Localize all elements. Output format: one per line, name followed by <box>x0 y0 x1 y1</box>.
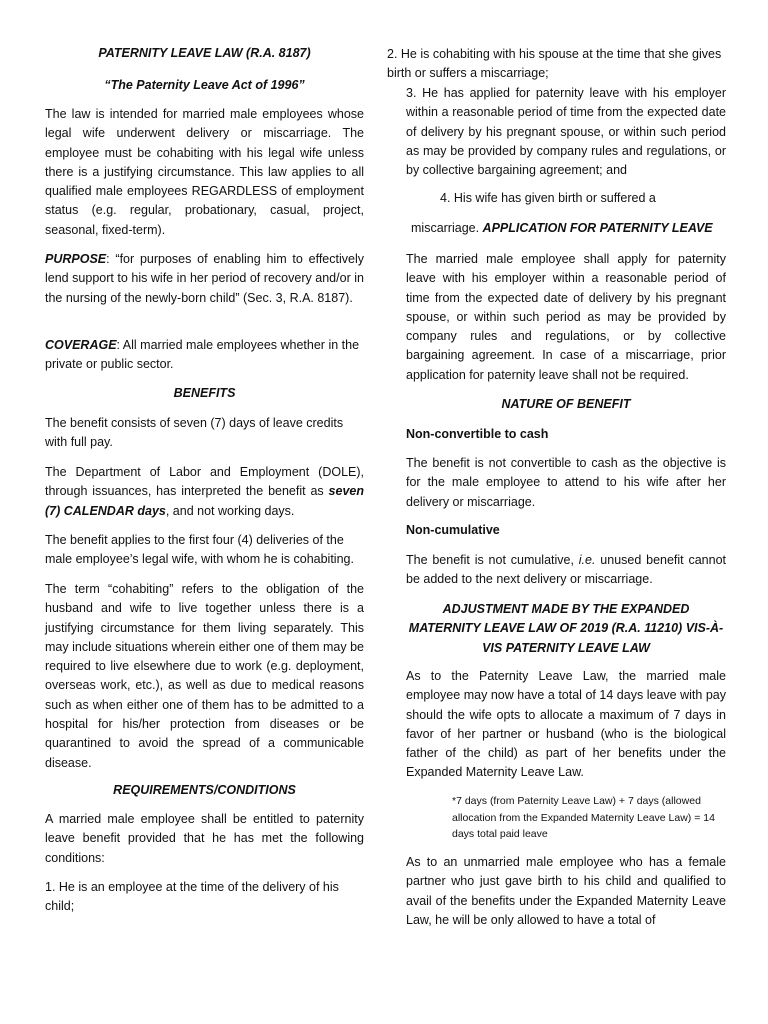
application-heading: APPLICATION FOR PATERNITY LEAVE <box>482 221 713 235</box>
purpose-paragraph <box>45 250 364 308</box>
purpose-text: : “for purposes of enabling him to effectively lend support to his wife in her period of recovery and/or in the nursing of the newly-born child” (Sec. 3, R.A. 8187). <box>45 252 364 305</box>
application-paragraph: The married male employee shall apply for paternity leave with his employer within a reasonable period of time from the expected date of delivery by his pregnant spouse, or within such period as may be provided by company rules and regulations, or by collective bargaining agreement. In case of a miscarriage, prior application for paternity leave shall not be required. <box>406 252 726 382</box>
intro-paragraph: The law is intended for married male employees whose legal wife underwent delivery or miscarriage. The employee must be cohabiting with his legal wife unless there is a justifying circumstance. This law applies to all qualified male employees REGARDLESS of employment status (e.g. regular, probationary, casual, project, seasonal, fixed-term). <box>45 107 364 237</box>
coverage-text: : All married male employees whether in the private or public sector. <box>45 338 360 372</box>
document-subtitle: “The Paternity Leave Act of 1996” <box>104 78 305 92</box>
adjustment-heading: ADJUSTMENT MADE BY THE EXPANDED MATERNITY LEAVE LAW OF 2019 (R.A. 11210) VIS-À-VIS PATERNITY LEAVE LAW <box>408 602 724 655</box>
condition-4: 4. His wife has given birth or suffered a <box>440 191 656 205</box>
calculation-note: *7 days (from Paternity Leave Law) + 7 days (allowed allocation from the Expanded Maternity Leave Law) = 14 days total paid leave <box>452 795 715 840</box>
non-cumulative-heading: Non-cumulative <box>406 523 500 537</box>
condition-4-end: miscarriage. <box>411 221 483 235</box>
condition-3: 3. He has applied for paternity leave with his employer within a reasonable period of time from the expected date of delivery by his pregnant spouse, or within such period as may be provided by company rules and regulations, or by collective bargaining agreement; and <box>406 86 726 178</box>
benefits-heading: BENEFITS <box>173 386 236 400</box>
unmarried-paragraph: As to an unmarried male employee who has a female partner who just gave birth to his child and qualified to avail of the benefits under the Expanded Maternity Leave Law, he will be only allowed to have a total of <box>406 855 726 927</box>
benefit-paragraph-1: The benefit consists of seven (7) days of leave credits with full pay. <box>45 416 344 450</box>
requirements-heading: REQUIREMENTS/CONDITIONS <box>113 783 296 797</box>
non-cumulative-text: The benefit is not cumulative, <box>406 553 579 567</box>
coverage-paragraph <box>45 336 364 375</box>
nature-heading: NATURE OF BENEFIT <box>501 397 631 411</box>
benefit-2-text: The Department of Labor and Employment (DOLE), through issuances, has interpreted the benefit as <box>45 465 364 499</box>
purpose-label: PURPOSE <box>45 252 107 266</box>
ie-abbreviation: i.e. <box>578 553 596 567</box>
benefit-2-text-end: , and not working days. <box>165 503 295 518</box>
benefit-2-emphasis: seven (7) CALENDAR days <box>45 484 364 518</box>
non-convertible-paragraph: The benefit is not convertible to cash as the objective is for the male employee to attend to his wife after her delivery or miscarriage. <box>406 456 726 509</box>
non-convertible-heading: Non-convertible to cash <box>406 427 549 441</box>
coverage-label: COVERAGE <box>45 338 117 352</box>
non-cumulative-text-end: unused benefit cannot be added to the next delivery or miscarriage. <box>406 553 726 587</box>
benefit-paragraph-2 <box>45 463 364 521</box>
condition-4-continued <box>411 219 726 238</box>
condition-2: 2. He is cohabiting with his spouse at the time that she gives birth or suffers a miscarriage; <box>387 47 722 81</box>
benefit-paragraph-3: The benefit applies to the first four (4) deliveries of the male employee’s legal wife, with whom he is cohabiting. <box>45 533 354 567</box>
condition-1: 1. He is an employee at the time of the delivery of his child; <box>45 880 339 914</box>
document-title: PATERNITY LEAVE LAW (R.A. 8187) <box>98 46 311 60</box>
requirements-intro: A married male employee shall be entitled to paternity leave benefit provided that he has met the following conditions: <box>45 812 364 865</box>
cohabiting-paragraph: The term “cohabiting” refers to the obligation of the husband and wife to live together unless there is a justifying circumstance for them living separately. This may include situations wherein either one of them may be required to live elsewhere due to work (e.g. deployment, overseas work, etc.), as well as due to medical reasons such as when either one of them has to be admitted to a hospital for his/her protection from diseases or be quarantined to avoid the spread of a communicable disease. <box>45 582 364 770</box>
non-cumulative-paragraph <box>406 551 726 590</box>
adjustment-paragraph: As to the Paternity Leave Law, the married male employee may now have a total of 14 days leave with pay should the wife opts to allocate a maximum of 7 days in favor of her partner or husband (who is the biological father of the child) as part of her benefits under the Expanded Maternity Leave Law. <box>406 669 726 780</box>
